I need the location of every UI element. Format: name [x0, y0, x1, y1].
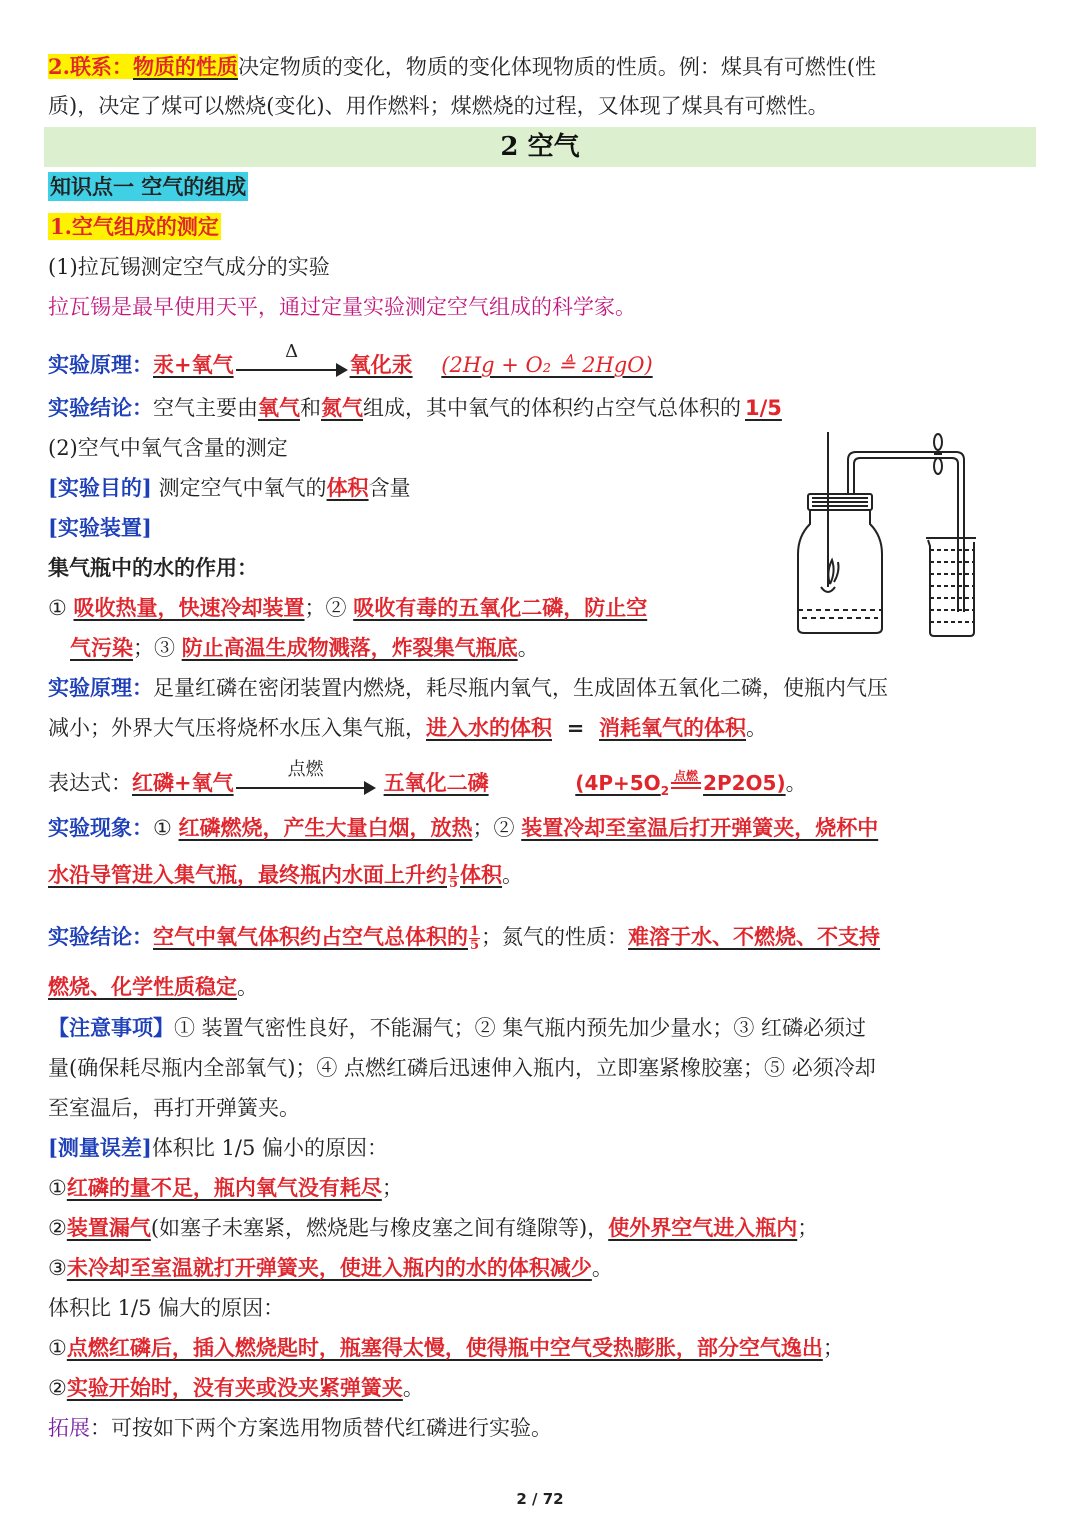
o2-phen-n1: ①	[153, 816, 172, 840]
o2-expression	[48, 758, 807, 806]
lav-principle-rhs: 氧化汞	[349, 352, 413, 377]
lav-conclusion-text-1: 空气主要由	[153, 396, 258, 420]
o2-purpose-text-2: 含量	[368, 476, 411, 500]
o2-water-label: 集气瓶中的水的作用：	[48, 555, 258, 580]
o2-expr-eq-sub: 2	[660, 784, 670, 798]
o2-concl-2a: 难溶于水、不燃烧、不支持	[628, 924, 881, 949]
lav-note: 拉瓦锡是最早使用天平，通过定量实验测定空气组成的科学家。	[48, 295, 636, 319]
kp1-title: 知识点一 空气的组成	[50, 174, 247, 199]
o2-phen-sep: ；②	[472, 816, 515, 840]
o2-expr-eq-right: 2P2O5)	[703, 771, 786, 795]
o2-conclusion-line-2	[48, 972, 258, 1002]
o2-small-3-num: ③	[48, 1256, 67, 1280]
o2-concl-2b: 燃烧、化学性质稳定	[48, 974, 237, 999]
o2-ext-text: ：可按如下两个方案选用物质替代红磷进行实验。	[90, 1416, 552, 1440]
lav-heading: (1)拉瓦锡测定空气成分的实验	[48, 255, 330, 279]
lav-conclusion-n2: 氮气	[321, 395, 363, 420]
lav-conclusion	[48, 393, 782, 423]
link-text-1: 决定物质的变化，物质的变化体现物质的性质。例：煤具有可燃性(性	[237, 55, 877, 79]
o2-expr-cond: 点燃	[287, 758, 324, 780]
o2-large-1-end: ；	[822, 1336, 844, 1360]
o2-water-sep1: ；②	[304, 596, 347, 620]
o2-concl-fraction	[469, 925, 480, 952]
o2-principle-end: 。	[745, 716, 767, 740]
o2-principle-eqsign: =	[566, 715, 585, 740]
o2-water-line-1	[48, 593, 647, 623]
o2-extension	[48, 1413, 552, 1443]
o2-small-1	[48, 1173, 403, 1203]
o2-small-2-end: ；	[797, 1216, 819, 1240]
o2-phen-2a: 装置冷却至室温后打开弹簧夹，烧杯中	[521, 815, 879, 840]
o2-principle-line-1	[48, 673, 888, 703]
o2-expr-end: 。	[785, 771, 807, 795]
o2-purpose-volume: 体积	[326, 475, 369, 500]
o2-phenomenon-line-1	[48, 813, 878, 843]
o2-concl-den: 5	[470, 938, 480, 953]
section-title: 2 空气	[44, 127, 1036, 167]
o2-phen-2b: 水沿导管进入集气瓶，最终瓶内水面上升约	[48, 862, 447, 887]
o2-purpose-text-1: 测定空气中氧气的	[158, 476, 327, 500]
o2-phen-end: 。	[502, 863, 524, 887]
o2-small-2-mid: (如塞子未塞紧，燃烧匙与橡皮塞之间有缝隙等)，	[150, 1216, 609, 1240]
o2-water-sep2: ；③	[133, 636, 175, 660]
lav-conclusion-and: 和	[300, 396, 321, 420]
o2-expr-eq-left: (4P+5O	[575, 771, 661, 795]
o2-principle-label: 实验原理：	[48, 675, 153, 700]
lav-principle	[48, 340, 653, 380]
o2-water-n1: ①	[48, 596, 67, 620]
sub1-line	[48, 212, 221, 242]
o2-water-2a: 吸收有毒的五氧化二磷，防止空	[353, 595, 648, 620]
o2-concl-end: 。	[237, 975, 258, 999]
o2-small-3-end: 。	[591, 1256, 613, 1280]
lav-principle-label: 实验原理：	[48, 352, 153, 377]
o2-err-label: [测量误差]	[48, 1135, 152, 1160]
o2-phen-1: 红磷燃烧，产生大量白烟，放热	[178, 815, 473, 840]
o2-expr-label: 表达式：	[48, 771, 132, 795]
link-label: 2.联系：	[48, 54, 133, 79]
o2-err-small: 体积比 1/5 偏小的原因：	[151, 1136, 389, 1160]
lav-principle-cond: Δ	[285, 340, 299, 362]
o2-concl-label: 实验结论：	[48, 924, 153, 949]
link-term: 物质的性质	[132, 54, 238, 79]
o2-concl-mid: ；氮气的性质：	[481, 925, 629, 949]
o2-heading: (2)空气中氧气含量的测定	[48, 436, 288, 460]
o2-large-2-num: ②	[48, 1376, 67, 1400]
o2-notes-line-2: 量(确保耗尽瓶内全部氧气)；④ 点燃红磷后迅速伸入瓶内，立即塞紧橡胶塞；⑤ 必须冷却	[48, 1056, 876, 1080]
o2-principle-consumed: 消耗氧气的体积	[598, 715, 746, 740]
o2-water-end: 。	[517, 636, 539, 660]
o2-water-2b: 气污染	[70, 635, 133, 660]
o2-small-1-num: ①	[48, 1176, 67, 1200]
lav-principle-eq: (2Hg + O₂ ≜ 2HgO)	[441, 353, 653, 377]
o2-large-2-end: 。	[402, 1376, 424, 1400]
o2-phenomenon-line-2	[48, 860, 523, 890]
o2-phen-den: 5	[449, 876, 459, 891]
page-number: 2 / 72	[516, 1490, 564, 1508]
o2-small-3	[48, 1253, 613, 1283]
o2-apparatus-label-text: [实验装置]	[48, 515, 152, 540]
o2-expr-rhs: 五氧化二磷	[383, 770, 489, 795]
o2-phen-num: 1	[449, 862, 459, 877]
o2-phen-label: 实验现象：	[48, 815, 153, 840]
link-line-1	[48, 52, 876, 82]
o2-notes-label: 【注意事项】	[48, 1015, 174, 1040]
lav-conclusion-text-2: 组成，其中氧气的体积约占空气总体积的	[363, 396, 741, 420]
link-line-2: 质)，决定了煤可以燃烧(变化)、用作燃料；煤燃烧的过程，又体现了煤具有可燃性。	[48, 94, 829, 118]
o2-small-2-text: 装置漏气	[66, 1215, 151, 1240]
o2-phen-fraction	[448, 863, 459, 890]
o2-phen-2c: 体积	[460, 862, 503, 887]
o2-large-2	[48, 1373, 424, 1403]
lav-principle-lhs: 汞+氧气	[153, 352, 234, 377]
lav-conclusion-fraction: 1/5	[745, 396, 782, 420]
apparatus-diagram-icon	[788, 432, 976, 638]
o2-concl-num: 1	[470, 924, 480, 939]
o2-concl-1: 空气中氧气体积约占空气总体积的	[153, 924, 468, 949]
o2-water-3: 防止高温生成物溅落，炸裂集气瓶底	[181, 635, 518, 660]
o2-principle-in: 进入水的体积	[426, 715, 552, 740]
o2-small-3-text: 未冷却至室温就打开弹簧夹，使进入瓶内的水的体积减少	[66, 1255, 592, 1280]
o2-error-large-heading: 体积比 1/5 偏大的原因：	[48, 1296, 285, 1320]
o2-notes-line-3: 至室温后，再打开弹簧夹。	[48, 1096, 300, 1120]
o2-notes-text-1: ① 装置气密性良好，不能漏气；② 集气瓶内预先加少量水；③ 红磷必须过	[174, 1016, 867, 1040]
reaction-arrow-icon	[236, 340, 348, 377]
o2-small-2-num: ②	[48, 1216, 67, 1240]
o2-principle-text-1: 足量红磷在密闭装置内燃烧，耗尽瓶内氧气，生成固体五氧化二磷，使瓶内气压	[153, 676, 888, 700]
o2-expr-lhs: 红磷+氧气	[132, 770, 234, 795]
o2-error-heading	[48, 1133, 388, 1163]
o2-principle-text-2: 减小；外界大气压将烧杯水压入集气瓶，	[48, 716, 426, 740]
o2-large-1-num: ①	[48, 1336, 67, 1360]
o2-expr-equation	[575, 768, 786, 798]
sub1-title: 1.空气组成的测定	[50, 214, 219, 239]
o2-principle-line-2	[48, 713, 767, 743]
o2-large-2-text: 实验开始时，没有夹或没夹紧弹簧夹	[66, 1375, 403, 1400]
lav-conclusion-label: 实验结论：	[48, 395, 153, 420]
o2-ext-label: 拓展	[48, 1416, 90, 1440]
o2-apparatus-label	[48, 513, 152, 543]
o2-notes-line-1	[48, 1013, 866, 1043]
equals-sign-icon	[669, 768, 703, 795]
kp1-line	[48, 172, 248, 202]
lav-conclusion-o2: 氧气	[258, 395, 300, 420]
o2-purpose-label: [实验目的]	[48, 475, 152, 500]
o2-small-1-text: 红磷的量不足，瓶内氧气没有耗尽	[66, 1175, 382, 1200]
o2-large-1-text: 点燃红磷后，插入燃烧匙时，瓶塞得太慢，使得瓶中空气受热膨胀，部分空气逸出	[66, 1335, 823, 1360]
o2-water-1: 吸收热量，快速冷却装置	[73, 595, 305, 620]
o2-small-2	[48, 1213, 818, 1243]
o2-conclusion-line-1	[48, 922, 880, 952]
o2-small-2-text-b: 使外界空气进入瓶内	[608, 1215, 798, 1240]
o2-expr-eq-cond: 点燃	[674, 768, 699, 783]
o2-purpose	[48, 473, 411, 503]
o2-water-line-2	[70, 633, 539, 663]
reaction-arrow-icon	[236, 758, 376, 795]
o2-large-1	[48, 1333, 844, 1363]
o2-small-1-end: ；	[381, 1176, 403, 1200]
